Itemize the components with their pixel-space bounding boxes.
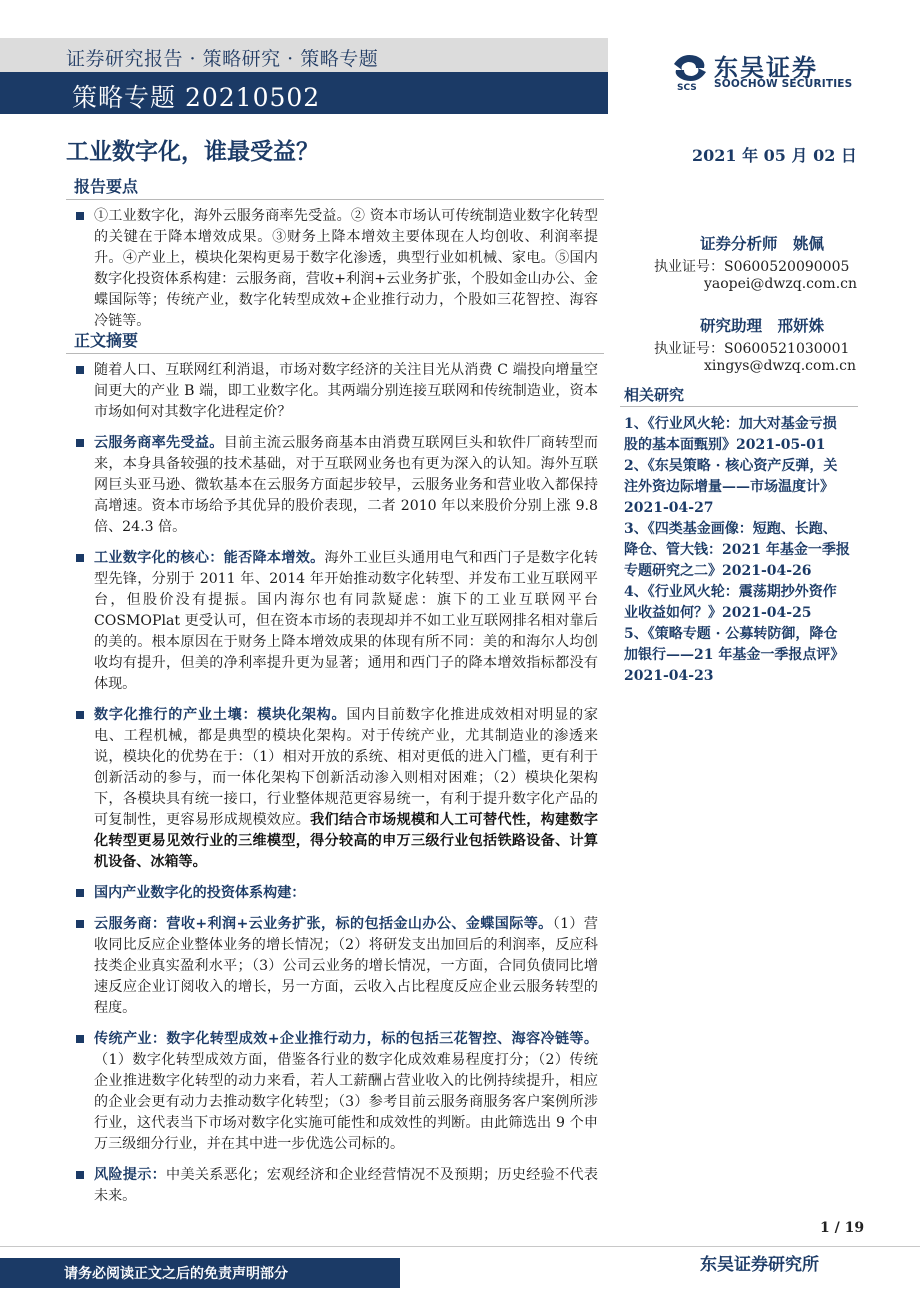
header-series-bar [0,72,608,114]
analyst-email[interactable]: xingys@dwzq.com.cn [704,358,857,374]
analyst-name: 研究助理 邢妍姝 [700,316,825,335]
bullet-square-icon [76,1171,84,1179]
abstract-paragraph [72,705,598,873]
disclaimer-bar [0,1258,400,1288]
related-research-item[interactable]: 2、《东吴策略 · 核心资产反弹，关注外资边际增量——市场温度计》2021-04-27 [624,458,838,516]
abstract-heading: 正文摘要 [74,331,139,350]
bullet-square-icon [76,212,84,220]
key-points-block [72,206,598,342]
brand-logo [670,50,860,94]
header-category: 证券研究报告 · 策略研究 · 策略专题 [66,48,379,70]
footer-divider [0,1246,920,1247]
abstract-paragraph [72,883,598,904]
report-date: 2021 年 05 月 02 日 [692,146,857,165]
paragraph-text: 随着人口、互联网红利消退，市场对数字经济的关注目光从消费 C 端投向增量空间更大的产业 B 端，即工业数字化。其两端分别连接互联网和传统制造业，资本市场如何对其数字化进程定价？ [94,362,598,420]
section-divider [620,406,858,407]
paragraph-text: （1）数字化转型成效方面，借鉴各行业的数字化成效难易程度打分；（2）传统企业推进数字化转型的动力来看，若人工薪酬占营业收入的比例持续提升，相应的企业会更有动力去推动数字化转型；（3）参考目前云服务商服务客户案例所涉行业，这代表当下市场对数字化实施可能性和成效性的判断。由此筛选出 9 个申万三级细分行业，并在其中进一步优选公司标的。 [94,1052,598,1152]
paragraph-lead: 数字化推行的产业土壤：模块化架构。 [94,707,347,723]
section-divider [66,199,604,200]
analyst-email[interactable]: yaopei@dwzq.com.cn [704,276,857,292]
page-number: 1 / 19 [820,1220,865,1236]
brand-name-en: SOOCHOW SECURITIES [714,78,853,90]
bullet-square-icon [76,554,84,562]
section-divider [66,353,604,354]
paragraph-text: 海外工业巨头通用电气和西门子是数字化转型先锋，分别于 2011 年、2014 年开始推动数字化转型、并发布工业互联网平台，但股价没有提振。国内海尔也有同款疑虑：旗下的工业互联网平台 COSMOPlat 更受认可，但在资本市场的表现却并不如工业互联网排名相对靠后的美的。根本原因在于财务上降本增效成果的体现有所不同：美的和海尔人均创收均有提升，但美的净利率提升更为显著；通用和西门子的降本增效指标都没有体现。 [94,550,599,692]
key-points-paragraph [72,206,598,332]
related-research-item[interactable]: 4、《行业风火轮：震荡期抄外资作业收益如何？》2021-04-25 [624,584,837,621]
paragraph-text: （1）营收同比反应企业整体业务的增长情况；（2）将研发支出加回后的利润率，反应科技类企业真实盈利水平；（3）公司云业务的增长情况，一方面，合同负债同比增速反应企业订阅收入的增长，另一方面，云收入占比程度反应企业云服务转型的程度。 [94,916,598,1016]
analyst-name: 证券分析师 姚佩 [700,234,825,253]
paragraph-lead: 云服务商：营收+利润+云业务扩张，标的包括金山办公、金蝶国际等。 [94,916,553,932]
header-category-bar [0,38,608,72]
header-series: 策略专题 20210502 [72,83,321,112]
bullet-square-icon [76,920,84,928]
logo-sub-text: SCS [677,83,697,92]
paragraph-conclusion: 我们结合市场规模和人工可替代性，构建数字化转型更易见效行业的三维模型，得分较高的申万三级行业包括铁路设备、计算机设备、冰箱等。 [94,812,599,870]
scs-logo-icon [670,50,710,92]
bullet-square-icon [76,711,84,719]
paragraph-lead: 风险提示： [94,1167,167,1183]
abstract-block [72,360,598,1217]
abstract-paragraph [72,1029,598,1155]
paragraph-text: 国内目前数字化推进成效相对明显的家电、工程机械，都是典型的模块化架构。对于传统产业，尤其制造业的渗透来说，模块化的优势在于：（1）相对开放的系统、相对更低的进入门槛，更有利于创新活动的参与，而一体化架构下创新活动渗入则相对困难；（2）模块化架构下，各模块具有统一接口，行业整体规范更容易统一，有利于提升数字化产品的可复制性，更容易形成规模效应。 [94,707,598,828]
bullet-square-icon [76,366,84,374]
bullet-square-icon [76,1035,84,1043]
related-research-item[interactable]: 5、《策略专题 · 公募转防御，降仓加银行——21 年基金一季报点评》2021-04-23 [624,626,845,684]
abstract-paragraph [72,433,598,538]
paragraph-lead: 云服务商率先受益。 [94,435,224,451]
analyst-license: 执业证号：S0600521030001 [654,341,850,357]
bullet-square-icon [76,889,84,897]
paragraph-lead: 传统产业：数字化转型成效+企业推行动力，标的包括三花智控、海容冷链等。 [94,1031,598,1047]
research-institute-name: 东吴证券研究所 [700,1255,819,1275]
disclaimer-text: 请务必阅读正文之后的免责声明部分 [64,1266,288,1282]
related-research-item[interactable]: 3、《四类基金画像：短跑、长跑、降仓、管大钱：2021 年基金一季报专题研究之二》2021-04-26 [624,521,850,579]
paragraph-text: 中美关系恶化；宏观经济和企业经营情况不及预期；历史经验不代表未来。 [94,1167,598,1204]
bullet-square-icon [76,439,84,447]
paragraph-lead: 国内产业数字化的投资体系构建： [94,885,306,901]
paragraph-lead: 工业数字化的核心：能否降本增效。 [94,550,325,566]
key-points-text: ①工业数字化，海外云服务商率先受益。② 资本市场认可传统制造业数字化转型的关键在于降本增效成果。③财务上降本增效主要体现在人均创收、利润率提升。④产业上，模块化架构更易于数字化渗透，典型行业如机械、家电。⑤国内数字化投资体系构建：云服务商，营收+利润+云业务扩张，个股如金山办公、金蝶国际等；传统产业，数字化转型成效+企业推行动力，个股如三花智控、海容冷链等。 [94,208,598,329]
related-research-list [624,414,850,687]
abstract-paragraph [72,548,598,695]
key-points-heading: 报告要点 [74,177,139,196]
abstract-paragraph [72,360,598,423]
report-title: 工业数字化，谁最受益？ [66,138,319,165]
abstract-paragraph [72,914,598,1019]
analyst-license: 执业证号：S0600520090005 [654,259,850,275]
paragraph-text: 目前主流云服务商基本由消费互联网巨头和软件厂商转型而来，本身具备较强的技术基础，对于互联网业务也有更为深入的认知。海外互联网巨头亚马逊、微软基本在云服务方面起步较早，云服务业务和营业收入都保持高增速。资本市场给予其优异的股价表现，二者 2010 年以来股价分别上涨 9.8 倍、24.3 倍。 [94,435,599,535]
related-research-item[interactable]: 1、《行业风火轮：加大对基金亏损股的基本面甄别》2021-05-01 [624,416,837,453]
brand-name-cn: 东吴证券 [714,54,818,82]
related-research-heading: 相关研究 [624,386,685,404]
abstract-paragraph [72,1165,598,1207]
